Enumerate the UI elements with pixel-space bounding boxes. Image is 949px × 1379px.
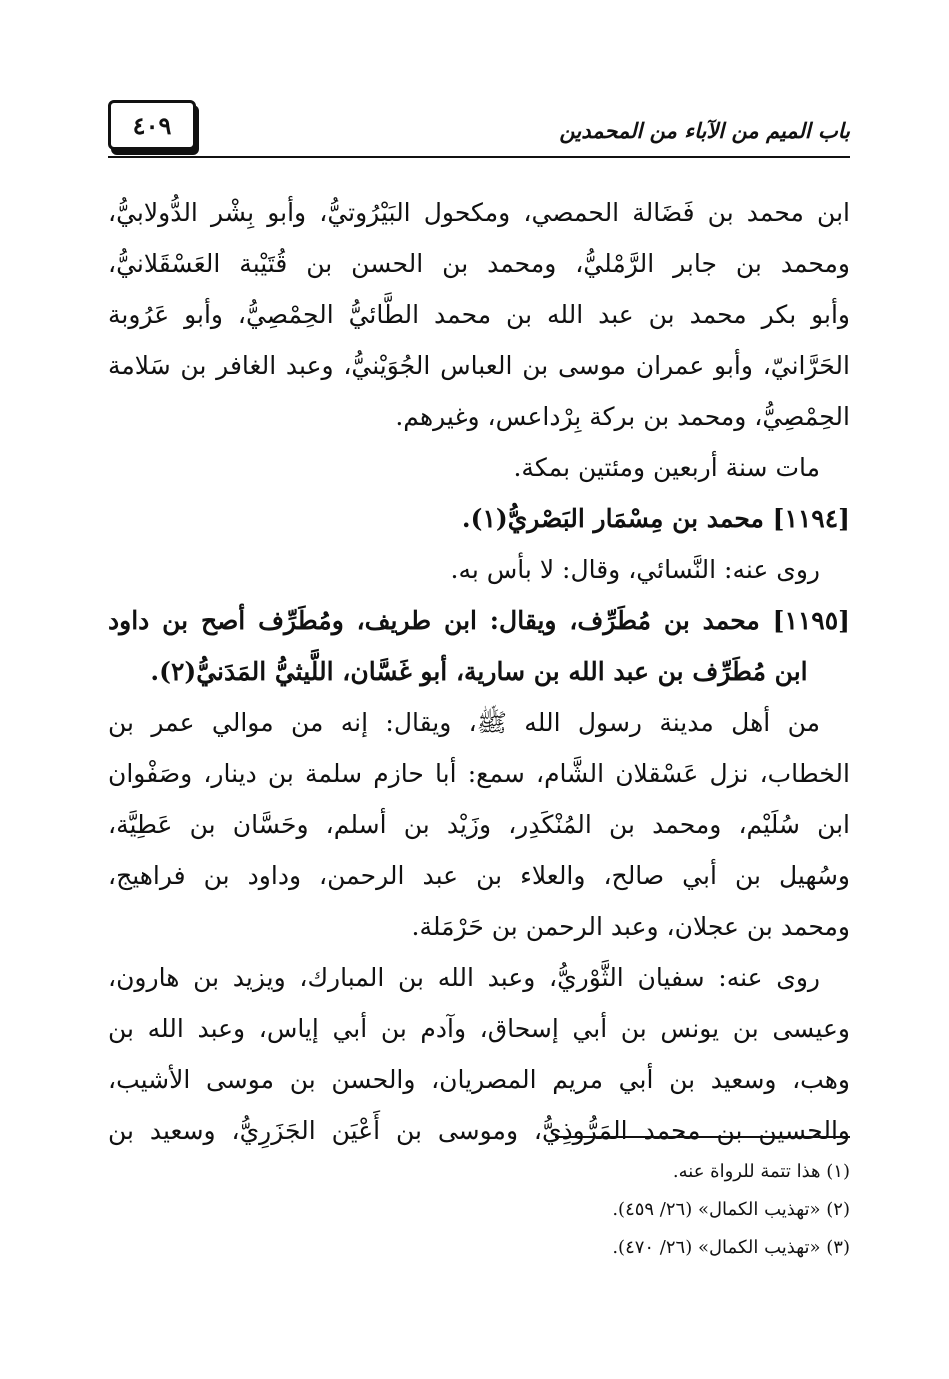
body-line: وعيسى بن يونس بن أبي إسحاق، وآدم بن أبي إياس، وعبد الله بن [108, 1014, 850, 1043]
header-rule [108, 156, 850, 158]
entry-heading-line: [١١٩٥] محمد بن مُطَرِّف، ويقال: ابن طريف، ومُطَرِّف أصح بن داود [108, 606, 850, 635]
body-line: ومحمد بن عجلان، وعبد الرحمن بن حَرْمَلة. [411, 912, 850, 941]
body-line: وأبو بكر محمد بن عبد الله بن محمد الطَّائيُّ الحِمْصِيُّ، وأبو عَرُوبة [108, 300, 850, 329]
body-line: الحَرَّانيّ، وأبو عمران موسى بن العباس الجُوَيْنيُّ، وعبد الغافر بن سَلامة [108, 351, 850, 380]
page-number-box [108, 100, 196, 150]
running-title: باب الميم من الآباء من المحمدين [559, 118, 850, 143]
footnotes [108, 1153, 850, 1267]
page-header [108, 98, 850, 160]
body-line: ابن سُلَيْم، ومحمد بن المُنْكَدِر، وزَيْد بن أسلم، وحَسَّان بن عَطِيَّة، [108, 810, 850, 839]
footnote-rule [555, 1136, 850, 1138]
entry-heading-line: ابن مُطَرِّف بن عبد الله بن سارية، أبو غَسَّان، اللَّيثيُّ المَدَنيُّ(٢). [150, 657, 808, 686]
body-line: الخطاب، نزل عَسْقلان الشَّام، سمع: أبا حازم سلمة بن دينار، وصَفْوان [108, 759, 850, 788]
footnote: (١) هذا تتمة للرواة عنه. [672, 1161, 850, 1182]
body-line: والحسين بن محمد المَرُّوذِيُّ، وموسى بن أَعْيَن الجَزَرِيُّ، وسعيد بن [108, 1116, 850, 1145]
body-line: وسُهيل بن أبي صالح، والعلاء بن عبد الرحمن، وداود بن فراهيج، [108, 861, 850, 890]
body-line: مات سنة أربعين ومئتين بمكة. [513, 453, 820, 482]
body-line: روى عنه: النَّسائي، وقال: لا بأس به. [450, 555, 820, 584]
body-line: روى عنه: سفيان الثَّوْريُّ، وعبد الله بن المبارك، ويزيد بن هارون، [108, 963, 820, 992]
body-line: ابن محمد بن فَضَالة الحمصي، ومكحول البَيْرُوتيُّ، وأبو بِشْر الدُّولابيُّ، [108, 198, 850, 227]
page-number: ٤٠٩ [132, 110, 172, 140]
footnote: (٣) «تهذيب الكمال» (٢٦/ ٤٧٠). [612, 1237, 850, 1258]
footnote: (٢) «تهذيب الكمال» (٢٦/ ٤٥٩). [612, 1199, 850, 1220]
main-text [108, 187, 850, 1156]
body-line: وهب، وسعيد بن أبي مريم المصريان، والحسن بن موسى الأشيب، [108, 1065, 850, 1094]
entry-heading-line: [١١٩٤] محمد بن مِسْمَار البَصْريُّ(١). [461, 504, 850, 533]
body-line: الحِمْصِيُّ، ومحمد بن بركة بِرْداعس، وغيرهم. [395, 402, 850, 431]
body-line: من أهل مدينة رسول الله ﷺ، ويقال: إنه من موالي عمر بن [108, 708, 820, 737]
body-line: ومحمد بن جابر الرَّمْليُّ، ومحمد بن الحسن بن قُتَيْبة العَسْقَلانيُّ، [108, 249, 850, 278]
